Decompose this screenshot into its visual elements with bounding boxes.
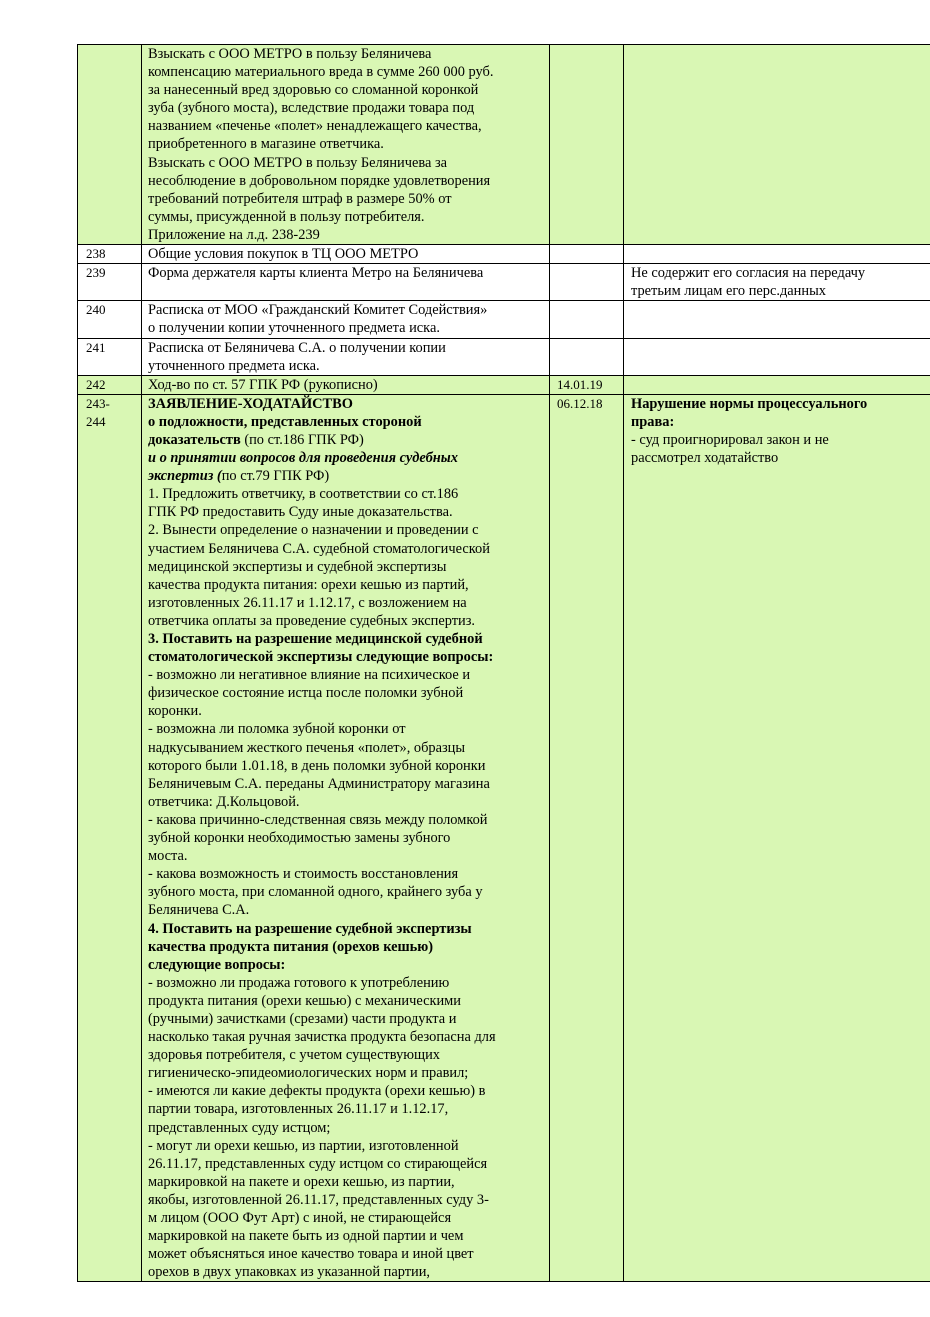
table-row: [78, 338, 930, 375]
text-line: ГПК РФ предоставить Суду иные доказательства.: [148, 504, 453, 521]
row-text-cell: [142, 245, 550, 264]
text-line: несоблюдение в добровольном порядке удовлетворения: [148, 172, 491, 189]
text-line: надкусыванием жесткого печенья «полет», образцы: [148, 739, 466, 756]
row-number-line: 244: [86, 413, 106, 429]
row-note-cell: [624, 394, 930, 1282]
text-line: Расписка от Беляничева С.А. о получении копии: [148, 339, 446, 356]
row-date-cell: [550, 264, 624, 301]
text-line: 26.11.17, представленных суду истцом со стирающейся: [148, 1155, 488, 1172]
text-line: Приложение на л.д. 238-239: [148, 226, 320, 243]
row-text-cell: [142, 394, 550, 1282]
text-line: Взыскать с ООО МЕТРО в пользу Беляничева за: [148, 154, 448, 171]
text-line: за нанесенный вред здоровью со сломанной коронкой: [148, 82, 479, 99]
text-line: компенсацию материального вреда в сумме 260 000 руб.: [148, 64, 494, 81]
text-line: - какова причинно-следственная связь между поломкой: [148, 811, 488, 828]
text-line: участием Беляничева С.А. судебной стоматологической: [148, 540, 490, 557]
text-line: о получении копии уточненного предмета иска.: [148, 320, 440, 337]
text-line: физическое состояние истца после поломки зубной: [148, 685, 464, 702]
text-line: ответчика оплаты за проведение судебных экспертиз.: [148, 612, 476, 629]
table-row: [78, 264, 930, 301]
text-line: м лицом (ООО Фут Арт) с иной, не стирающейся: [148, 1210, 452, 1226]
text-normal-part: по ст.79 ГПК РФ): [221, 468, 330, 485]
text-line: уточненного предмета иска.: [148, 357, 320, 374]
row-number-cell: 239: [78, 264, 142, 301]
row-text-cell: [142, 45, 550, 245]
text-line: гигиеническо-эпидеомиологических норм и правил;: [148, 1065, 469, 1082]
row-note-cell: [624, 45, 930, 245]
row-number-line: 243-: [86, 395, 110, 411]
row-number-cell: 241: [78, 338, 142, 375]
text-line: маркировкой на пакете быть из одной партии и чем: [148, 1228, 464, 1245]
text-line: здоровья потребителя, с учетом существующих: [148, 1047, 441, 1064]
text-line: - какова возможность и стоимость восстановления: [148, 866, 459, 883]
row-date-cell: [550, 301, 624, 338]
row-note-cell: [624, 301, 930, 338]
text-line: и о принятии вопросов для проведения судебных: [148, 450, 458, 467]
text-line: зуба (зубного моста), вследствие продажи товара под: [148, 100, 475, 117]
text-line: [148, 467, 545, 485]
text-line: 2. Вынести определение о назначении и проведении с: [148, 522, 479, 539]
note-heading: права:: [631, 413, 675, 430]
text-line: зубной коронки необходимостью замены зубного: [148, 830, 451, 847]
text-line: 1. Предложить ответчику, в соответствии со ст.186: [148, 486, 459, 503]
text-line: зубного моста, при сломанной одного, крайнего зуба у: [148, 884, 483, 901]
table-row: [78, 45, 930, 245]
text-line: Беляничева С.А.: [148, 902, 250, 919]
text-line: - могут ли орехи кешью, из партии, изготовленной: [148, 1137, 459, 1154]
text-line: [148, 431, 545, 449]
note-line: третьим лицам его перс.данных: [631, 283, 826, 300]
row-date-cell: [550, 45, 624, 245]
note-line: - суд проигнорировал закон и не: [631, 431, 829, 448]
row-note-cell: [624, 245, 930, 264]
text-line: - имеются ли какие дефекты продукта (орехи кешью) в: [148, 1083, 486, 1100]
section-heading: качества продукта питания (орехов кешью): [148, 938, 434, 955]
row-number-cell: [78, 394, 142, 1282]
row-text-cell: [142, 375, 550, 394]
text-line: якобы, изготовленной 26.11.17, представленных суду 3-: [148, 1191, 489, 1208]
row-number-cell: 242: [78, 375, 142, 394]
note-heading: Нарушение нормы процессуального: [631, 395, 868, 412]
note-line: рассмотрел ходатайство: [631, 450, 779, 467]
text-line: приобретенного в магазине ответчика.: [148, 136, 384, 153]
table-row: [78, 301, 930, 338]
text-line: коронки.: [148, 703, 202, 720]
text-line: - возможно ли негативное влияние на психическое и: [148, 667, 471, 684]
text-line: Расписка от МОО «Гражданский Комитет Содействия»: [148, 302, 488, 319]
section-heading: 3. Поставить на разрешение медицинской судебной: [148, 631, 483, 647]
row-note-cell: [624, 338, 930, 375]
section-heading: стоматологической экспертизы следующие вопросы:: [148, 649, 494, 666]
row-date-cell: [550, 245, 624, 264]
text-line: - возможно ли продажа готового к употреблению: [148, 974, 450, 991]
table-row: [78, 375, 930, 394]
document-table: [77, 44, 930, 1282]
row-note-cell: [624, 264, 930, 301]
text-line: ответчика: Д.Кольцовой.: [148, 793, 300, 810]
text-line: Ход-во по ст. 57 ГПК РФ (рукописно): [148, 376, 378, 393]
text-line: партии товара, изготовленных 26.11.17 и 1.12.17,: [148, 1101, 449, 1118]
text-line: названием «печенье «полет» ненадлежащего качества,: [148, 118, 482, 135]
row-number-cell: [78, 45, 142, 245]
table-row: [78, 394, 930, 1282]
text-line: требований потребителя штраф в размере 50% от: [148, 190, 452, 207]
text-line: медицинской экспертизы и судебной экспертизы: [148, 558, 447, 575]
text-line: насколько такая ручная зачистка продукта безопасна для: [148, 1029, 496, 1046]
text-line: Взыскать с ООО МЕТРО в пользу Беляничева: [148, 46, 432, 62]
text-line: о подложности, представленных стороной: [148, 413, 422, 430]
text-line: качества продукта питания: орехи кешью из партий,: [148, 576, 469, 593]
petition-title: ЗАЯВЛЕНИЕ-ХОДАТАЙСТВО: [148, 395, 353, 412]
text-line: продукта питания (орехи кешью) с механическими: [148, 992, 461, 1009]
text-bold-part: доказательств: [148, 431, 241, 448]
row-text-cell: [142, 338, 550, 375]
text-line: (ручными) зачистками (срезами) части продукта и: [148, 1010, 457, 1027]
row-date-cell: 06.12.18: [550, 394, 624, 1282]
text-bold-italic-part: экспертиз (: [148, 468, 222, 485]
text-normal-part: (по ст.186 ГПК РФ): [240, 431, 364, 448]
row-date-cell: [550, 338, 624, 375]
text-line: Беляничевым С.А. переданы Администратору магазина: [148, 775, 490, 792]
row-note-cell: [624, 375, 930, 394]
text-line: которого были 1.01.18, в день поломки зубной коронки: [148, 757, 486, 774]
text-line: изготовленных 26.11.17 и 1.12.17, с возложением на: [148, 594, 467, 611]
section-heading: 4. Поставить на разрешение судебной экспертизы: [148, 920, 472, 937]
row-number-cell: 238: [78, 245, 142, 264]
row-text-cell: [142, 264, 550, 301]
row-number-cell: 240: [78, 301, 142, 338]
text-line: орехов в двух упаковках из указанной партии,: [148, 1264, 431, 1281]
text-line: Форма держателя карты клиента Метро на Беляничева: [148, 265, 484, 282]
table-row: [78, 245, 930, 264]
text-line: представленных суду истцом;: [148, 1119, 331, 1136]
text-line: Общие условия покупок в ТЦ ООО МЕТРО: [148, 246, 419, 263]
text-line: моста.: [148, 848, 188, 865]
note-line: Не содержит его согласия на передачу: [631, 265, 866, 282]
text-line: суммы, присужденной в пользу потребителя.: [148, 208, 425, 225]
text-line: маркировкой на пакете и орехи кешью, из партии,: [148, 1173, 455, 1190]
section-heading: следующие вопросы:: [148, 956, 286, 973]
text-line: - возможна ли поломка зубной коронки от: [148, 721, 406, 738]
row-text-cell: [142, 301, 550, 338]
row-date-cell: 14.01.19: [550, 375, 624, 394]
text-line: может объясняться иное качество товара и иной цвет: [148, 1246, 474, 1263]
